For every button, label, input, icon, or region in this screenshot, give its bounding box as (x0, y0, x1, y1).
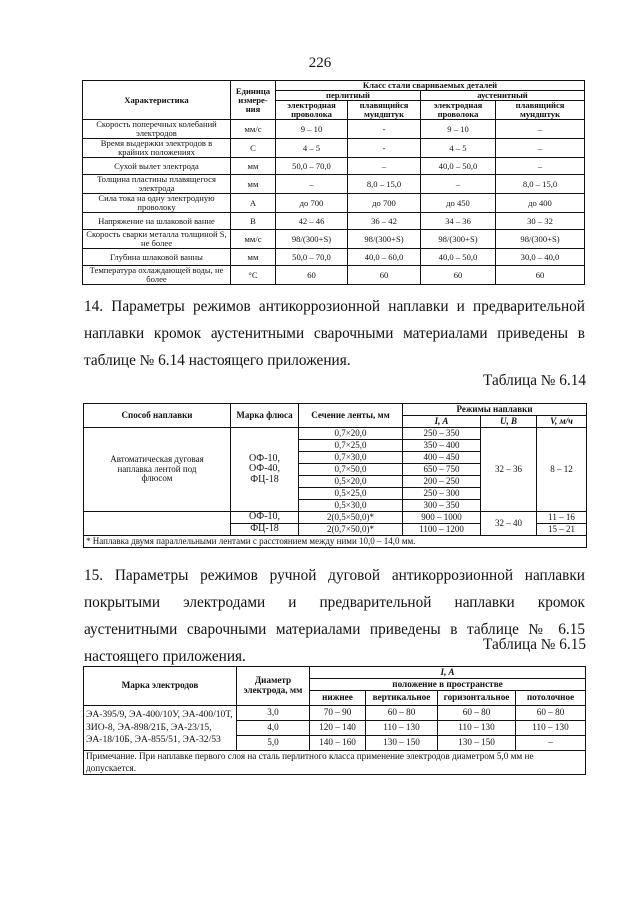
current-bottom: 70 – 90 (310, 706, 366, 721)
section-cell: 0,7×25,0 (299, 440, 403, 452)
row-value: 60 (348, 266, 421, 285)
table-row (83, 249, 585, 266)
row-value: 60 (421, 266, 496, 285)
row-name: Сухой вылет электрода (83, 158, 231, 175)
voltage-group-a: 32 – 36 (481, 428, 537, 512)
flux-group-a: ОФ-10, ОФ-40, ФЦ-18 (231, 428, 299, 512)
header-modes: Режимы наплавки (403, 404, 587, 416)
row-unit: мм (231, 249, 276, 266)
section-cell: 0,5×30,0 (299, 500, 403, 512)
table-row (83, 213, 585, 230)
current-cell: 650 – 750 (403, 464, 481, 476)
row-value: – (496, 158, 585, 175)
row-name: Напряжение на шлаковой ванне (83, 213, 231, 230)
current-horizontal: 110 – 130 (438, 721, 516, 736)
current-ceiling: 60 – 80 (516, 706, 586, 721)
row-unit: мм (231, 158, 276, 175)
header-electrode-wire: электродная проволока (276, 101, 348, 120)
row-value: 98/(300+S) (276, 230, 348, 249)
row-value: 34 – 36 (421, 213, 496, 230)
row-value: 40,0 – 50,0 (421, 249, 496, 266)
header-bottom: нижнее (310, 691, 366, 706)
page-number: 226 (308, 55, 332, 71)
header-melting-mouthpiece: плавящийся мундштук (496, 101, 585, 120)
section-cell: 2(0,5×50,0)* (299, 512, 403, 524)
table-row (83, 266, 585, 285)
table-row (83, 194, 585, 213)
current-cell: 900 – 1000 (403, 512, 481, 524)
table-row (83, 230, 585, 249)
row-value: до 400 (496, 194, 585, 213)
section-cell: 0,7×50,0 (299, 464, 403, 476)
table-row (83, 158, 585, 175)
row-value: 98/(300+S) (421, 230, 496, 249)
row-value: - (348, 120, 421, 139)
row-value: 50,0 – 70,0 (276, 249, 348, 266)
row-value: 98/(300+S) (496, 230, 585, 249)
electrode-grades: ЭА-395/9, ЭА-400/10У, ЭА-400/10Т, ЗИО-8, ЭА-898/21Б, ЭА-23/15, ЭА-18/10Б, ЭА-855/51, ЭА-32/53 (84, 706, 237, 751)
table-row (84, 706, 586, 721)
diameter-cell: 3,0 (237, 706, 310, 721)
current-cell: 1100 – 1200 (403, 524, 481, 536)
flux-b-1: ОФ-10, (231, 512, 299, 524)
table-strip-surfacing (83, 403, 587, 548)
current-bottom: 120 – 140 (310, 721, 366, 736)
section-cell: 0,7×30,0 (299, 452, 403, 464)
section-cell: 0,5×20,0 (299, 476, 403, 488)
row-value: 9 – 10 (421, 120, 496, 139)
row-name: Толщина пластины плавящегося электрода (83, 175, 231, 194)
header-speed: V, м/ч (537, 416, 587, 428)
speed-group-a: 8 – 12 (537, 428, 587, 512)
row-value: 4 – 5 (276, 139, 348, 158)
header-voltage: U, B (481, 416, 537, 428)
speed-b-1: 11 – 16 (537, 512, 587, 524)
current-ceiling: – (516, 736, 586, 751)
diameter-cell: 5,0 (237, 736, 310, 751)
flux-b-2: ФЦ-18 (231, 524, 299, 536)
table-caption-6-15: Таблица № 6.15 (483, 636, 586, 653)
table-electroslag-params (82, 80, 585, 285)
header-position: положение в пространстве (310, 679, 586, 691)
row-name: Сила тока на одну электродную проволоку (83, 194, 231, 213)
row-value: 8,0 – 15,0 (496, 175, 585, 194)
current-cell: 250 – 350 (403, 428, 481, 440)
table-row (83, 139, 585, 158)
current-cell: 300 – 350 (403, 500, 481, 512)
current-horizontal: 60 – 80 (438, 706, 516, 721)
voltage-group-b: 32 – 40 (481, 512, 537, 536)
current-ceiling: 110 – 130 (516, 721, 586, 736)
row-value: 50,0 – 70,0 (276, 158, 348, 175)
row-unit: °С (231, 266, 276, 285)
row-unit: В (231, 213, 276, 230)
row-value: 30 – 32 (496, 213, 585, 230)
header-ceiling: потолочное (516, 691, 586, 706)
current-bottom: 140 – 160 (310, 736, 366, 751)
diameter-cell: 4,0 (237, 721, 310, 736)
table-row (83, 175, 585, 194)
row-value: до 700 (348, 194, 421, 213)
current-cell: 400 – 450 (403, 452, 481, 464)
row-unit: А (231, 194, 276, 213)
section-cell: 2(0,7×50,0)* (299, 524, 403, 536)
row-unit: мм/с (231, 230, 276, 249)
row-value: - (348, 139, 421, 158)
current-horizontal: 130 – 150 (438, 736, 516, 751)
current-cell: 200 – 250 (403, 476, 481, 488)
row-value: до 450 (421, 194, 496, 213)
header-characteristic: Характеристика (83, 81, 231, 120)
section-cell: 0,7×20,0 (299, 428, 403, 440)
row-unit: мм (231, 175, 276, 194)
row-value: 60 (276, 266, 348, 285)
method-continuation (84, 512, 231, 536)
section-cell: 0,5×25,0 (299, 488, 403, 500)
row-name: Температура охлаждающей воды, не более (83, 266, 231, 285)
row-value: 40,0 – 50,0 (421, 158, 496, 175)
table-electrodes (83, 666, 586, 775)
row-value: 8,0 – 15,0 (348, 175, 421, 194)
table-note: Примечание. При наплавке первого слоя на сталь перлитного класса применение электродов диаметром 5,0 мм не допускается. (84, 751, 586, 775)
current-vertical: 130 – 150 (366, 736, 438, 751)
header-unit: Единица измере-ния (231, 81, 276, 120)
current-cell: 250 – 300 (403, 488, 481, 500)
header-melting-mouthpiece: плавящийся мундштук (348, 101, 421, 120)
table-row (83, 120, 585, 139)
current-vertical: 110 – 130 (366, 721, 438, 736)
row-value: 42 – 46 (276, 213, 348, 230)
table-caption-6-14: Таблица № 6.14 (483, 372, 586, 389)
row-name: Глубина шлаковой ванны (83, 249, 231, 266)
current-vertical: 60 – 80 (366, 706, 438, 721)
header-electrode-wire: электродная проволока (421, 101, 496, 120)
row-value: – (276, 175, 348, 194)
row-value: 30,0 – 40,0 (496, 249, 585, 266)
header-pearlitic: перлитный (276, 91, 421, 101)
row-value: 40,0 – 60,0 (348, 249, 421, 266)
row-value: – (348, 158, 421, 175)
paragraph-14: 14. Параметры режимов антикоррозионной наплавки и предварительной наплавки кромок аустенитными сварочными материалами приведены в таблице № 6.14 настоящего приложения. (84, 298, 585, 369)
paragraph-15: 15. Параметры режимов ручной дуговой антикоррозионной наплавки покрытыми электродами и предварительной наплавки кромок аустенитными сварочными материалами приведены в таблице № 6.15 настоящего приложения. (84, 567, 585, 665)
row-name: Скорость поперечных колебаний электродов (83, 120, 231, 139)
row-unit: С (231, 139, 276, 158)
row-name: Время выдержки электродов в крайних положениях (83, 139, 231, 158)
header-steel-class: Класс стали свариваемых деталей (276, 81, 585, 91)
header-current: I, A (310, 667, 586, 679)
row-value: до 700 (276, 194, 348, 213)
speed-b-2: 15 – 21 (537, 524, 587, 536)
header-austenitic: аустенитный (421, 91, 585, 101)
header-method: Способ наплавки (84, 404, 231, 428)
header-vertical: вертикальное (366, 691, 438, 706)
row-value: 9 – 10 (276, 120, 348, 139)
row-value: – (496, 120, 585, 139)
header-grade: Марка электродов (84, 667, 237, 706)
row-unit: мм/с (231, 120, 276, 139)
row-name: Скорость сварки металла толщиной S, не более (83, 230, 231, 249)
header-horizontal: горизонтальное (438, 691, 516, 706)
row-value: 60 (496, 266, 585, 285)
row-value: 4 – 5 (421, 139, 496, 158)
current-cell: 350 – 400 (403, 440, 481, 452)
surfacing-method: Автоматическая дуговая наплавка лентой под флюсом (84, 428, 231, 512)
row-value: 98/(300+S) (348, 230, 421, 249)
table-note: * Наплавка двумя параллельными лентами с расстоянием между ними 10,0 – 14,0 мм. (84, 536, 587, 548)
row-value: – (496, 139, 585, 158)
header-flux: Марка флюса (231, 404, 299, 428)
row-value: – (421, 175, 496, 194)
header-current: I, A (403, 416, 481, 428)
row-value: 36 – 42 (348, 213, 421, 230)
header-section: Сечение ленты, мм (299, 404, 403, 428)
header-diameter: Диаметр электрода, мм (237, 667, 310, 706)
